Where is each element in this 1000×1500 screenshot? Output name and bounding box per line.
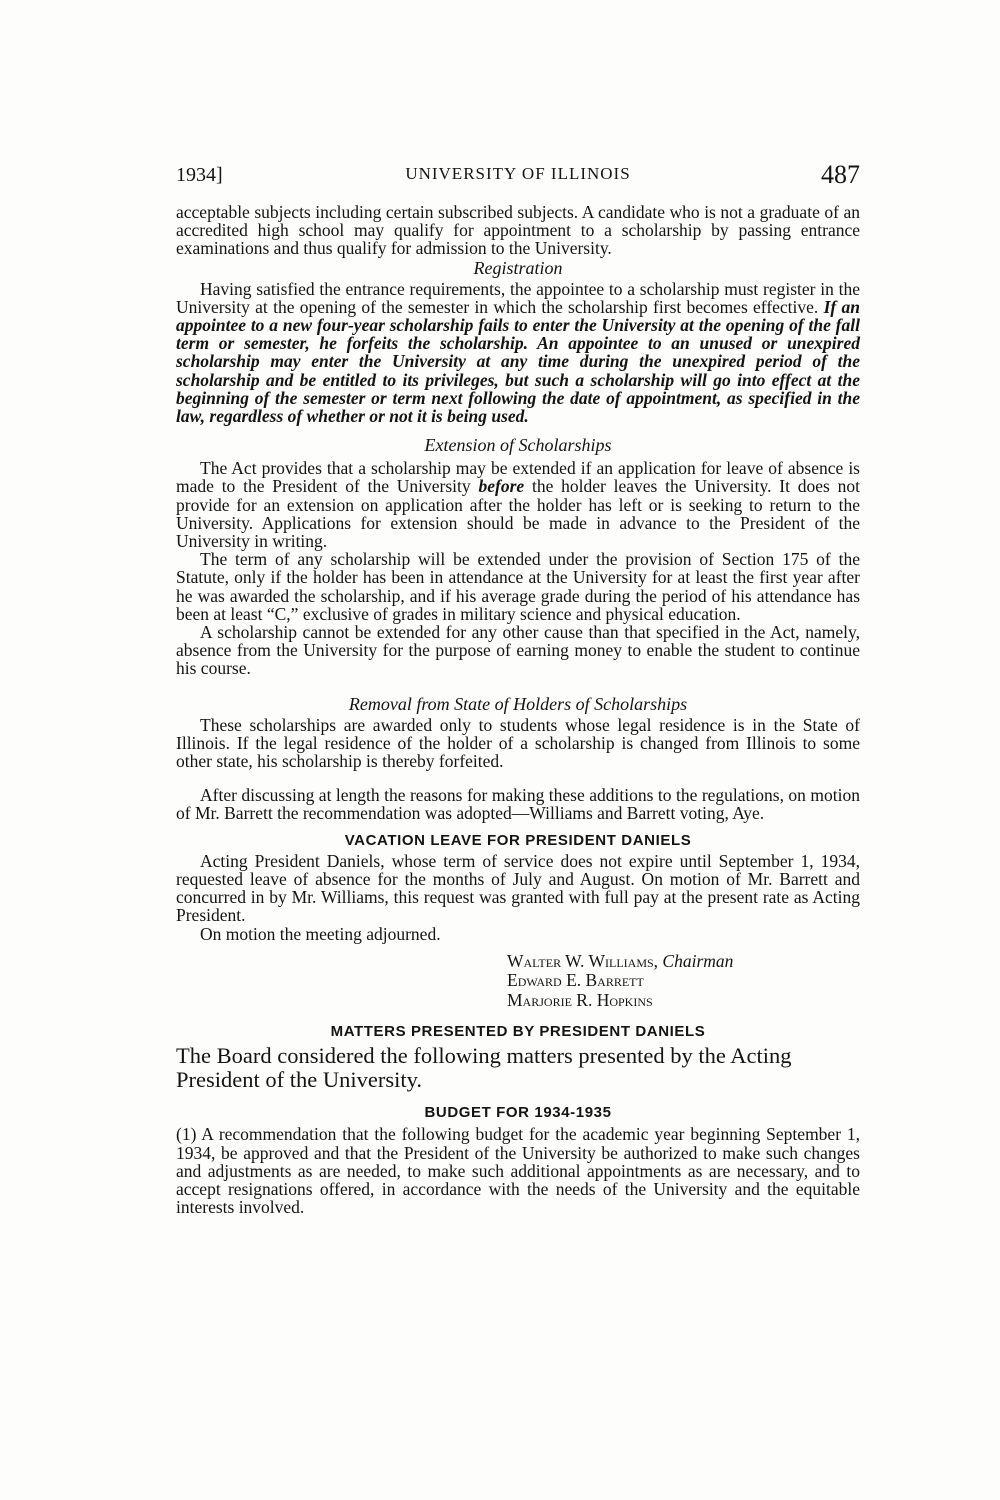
extension-heading: Extension of Scholarships <box>424 435 612 456</box>
vacation-paragraph: Acting President Daniels, whose term of service does not expire until September 1, 1934, requested leave of absence for the months of July and August. On motion of Mr. Barrett and concurred in by Mr. Williams, this request was granted with full pay at the present rate as Acting President. <box>176 850 860 926</box>
running-header <box>176 160 860 194</box>
extension-paragraph-1 <box>176 459 860 550</box>
vacation-heading: VACATION LEAVE FOR PRESIDENT DANIELS <box>344 831 692 849</box>
registration-text: Having satisfied the entrance requirements, the appointee to a scholarship must register in the University at the opening of the semester in which the scholarship first becomes effective. <box>176 278 860 317</box>
budget-heading: BUDGET FOR 1934-1935 <box>424 1104 612 1122</box>
header-title: UNIVERSITY OF ILLINOIS <box>405 164 631 183</box>
intro-paragraph: acceptable subjects including certain subscribed subjects. A candidate who is not a graduate of an accredited high school may qualify for appointment to a scholarship by passing entrance examinations and thus qualify for admission to the University. <box>176 202 860 259</box>
adjourn-paragraph: On motion the meeting adjourned. <box>200 923 441 944</box>
signer-name-3: Marjorie R. Hopkins <box>507 989 653 1010</box>
adoption-paragraph: After discussing at length the reasons for making these additions to the regulations, on motion of Mr. Barrett the recommendation was adopted—Williams and Barrett voting, Aye. <box>176 785 860 824</box>
matters-heading: MATTERS PRESENTED BY PRESIDENT DANIELS <box>330 1023 706 1041</box>
budget-paragraph: (1) A recommendation that the following budget for the academic year beginning September 1, 1934, be approved and that the President of the University be authorized to make such changes and adjustments as are needed, to make such additional appointments as are necessary, and to accept resignations offered, in accordance with the needs of the University and the equitable interests involved. <box>176 1124 860 1218</box>
signature-block <box>507 952 860 1011</box>
signer-name-2: Edward E. Barrett <box>507 970 644 991</box>
page-body <box>176 203 860 1217</box>
extension-text-b: the holder leaves the University. It does not provide for an extension on application after the holder has left or is seeking to return to the University. Applications for extension should be made in advance to the President of the University in writing. <box>176 476 861 552</box>
registration-paragraph <box>176 280 860 426</box>
extension-emphasis: before <box>478 476 525 497</box>
registration-heading: Registration <box>473 257 563 278</box>
removal-paragraph: These scholarships are awarded only to students whose legal residence is in the State of Illinois. If the legal residence of the holder of a scholarship is changed from Illinois to some other state, his scholarship is thereby forfeited. <box>176 714 860 772</box>
signature-line-1 <box>507 952 860 972</box>
signer-name-1: Walter W. Williams, <box>507 950 659 971</box>
extension-paragraph-2: The term of any scholarship will be extended under the provision of Section 175 of the Statute, only if the holder has been in attendance at the University for at least the first year after he was awarded the scholarship, and if his average grade during the period of his attendance has been at least “C,” exclusive of grades in military science and physical education. <box>176 549 860 624</box>
removal-heading: Removal from State of Holders of Scholarships <box>348 693 688 714</box>
header-year: 1934] <box>176 164 223 186</box>
registration-emphasis: If an appointee to a new four-year scholarship fails to enter the University at the opening of the fall term or semester, he forfeits the scholarship. An appointee to an unused or unexpired scholarship may enter the University at any time during the unexpired period of the scholarship and be entitled to its privileges, but such a scholarship will go into effect at the beginning of the semester or term next following the date of appointment, as specified in the law, regardless of whether or not it is being used. <box>176 296 860 427</box>
matters-lead: The Board considered the following matters presented by the Acting President of the University. <box>176 1043 792 1093</box>
page-number: 487 <box>821 160 860 189</box>
extension-text-a: The Act provides that a scholarship may be extended if an application for leave of absence is made to the President of the University <box>176 458 860 497</box>
signer-role-1: Chairman <box>662 950 734 971</box>
extension-paragraph-3: A scholarship cannot be extended for any other cause than that specified in the Act, namely, absence from the University for the purpose of earning money to enable the student to continue his course. <box>176 622 860 679</box>
